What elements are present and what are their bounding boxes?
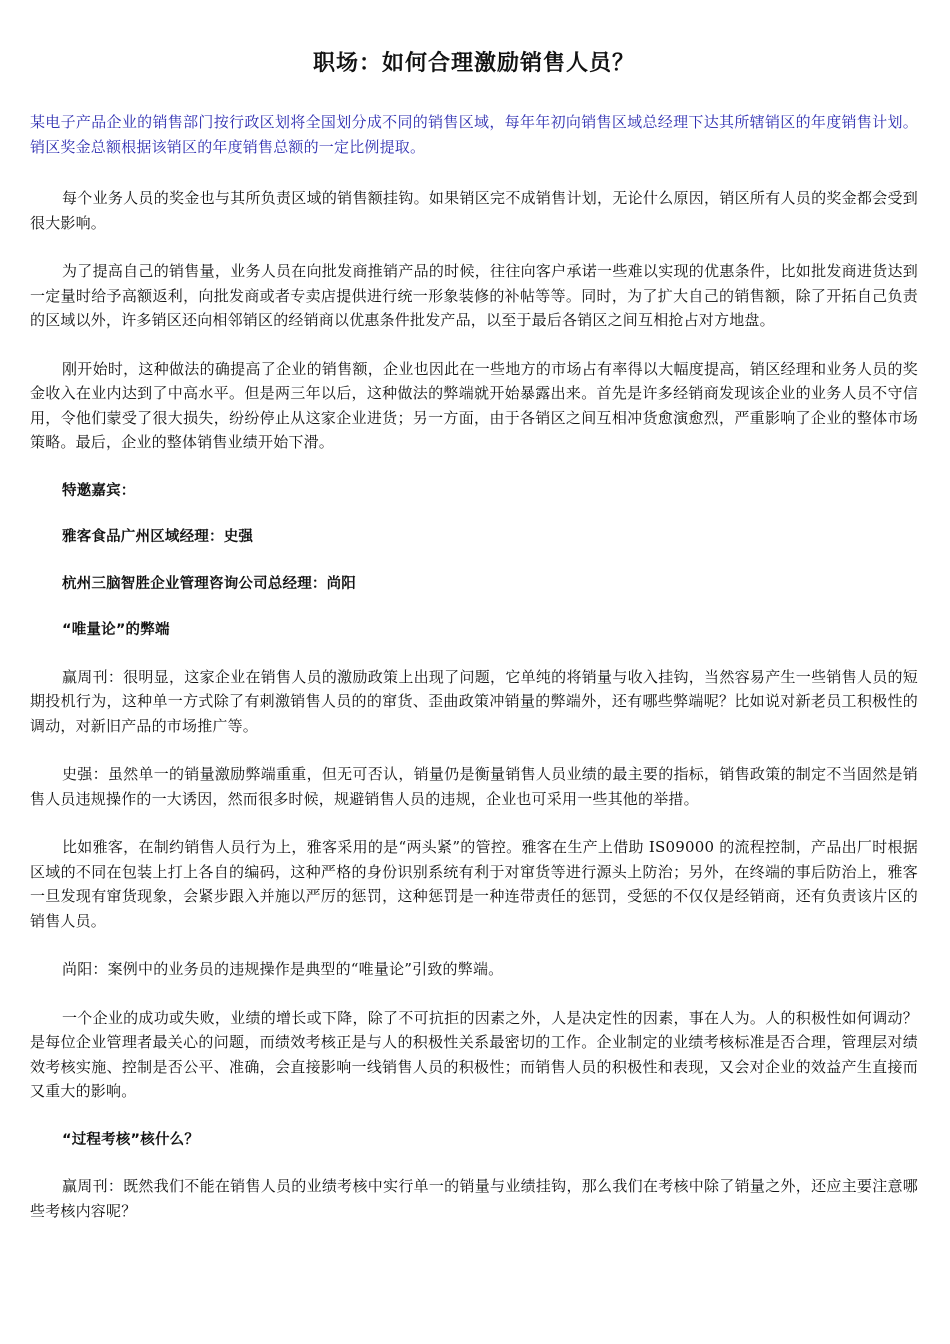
intro-paragraph: 某电子产品企业的销售部门按行政区划将全国划分成不同的销售区域，每年年初向销售区域总经理下达其所辖销区的年度销售计划。销区奖金总额根据该销区的年度销售总额的一定比例提取。 [30,113,918,156]
guest-1: 雅客食品广州区域经理：史强 [62,529,254,545]
paragraph-4: 赢周刊：很明显，这家企业在销售人员的激励政策上出现了问题，它单纯的将销量与收入挂钩，当然容易产生一些销售人员的短期投机行为，这种单一方式除了有刺激销售人员的的窜货、歪曲政策冲销量的弊端外，还有哪些弊端呢？比如说对新老员工积极性的调动，对新旧产品的市场推广等。 [30,667,918,735]
page-title: 职场：如何合理激励销售人员？ [312,51,635,76]
paragraph-1: 每个业务人员的奖金也与其所负责区域的销售额挂钩。如果销区完不成销售计划，无论什么原因，销区所有人员的奖金都会受到很大影响。 [30,189,918,232]
document-page [30,46,918,1247]
section-heading-2: “过程考核”核什么？ [62,1131,200,1148]
paragraph-6: 比如雅客，在制约销售人员行为上，雅客采用的是“两头紧”的管控。雅客在生产上借助 IS09000 的流程控制，产品出厂时根据区域的不同在包装上打上各自的编码，这种严格的身份识别系统有利于对窜货等进行源头上防治；另外，在终端的事后防治上，雅客一旦发现有窜货现象，会紧步跟入并施以严厉的惩罚，这种惩罚是一种连带责任的惩罚，受惩的不仅仅是经销商，还有负责该片区的销售人员。 [30,838,918,930]
guests-label: 特邀嘉宾： [62,482,136,499]
guest-2: 杭州三脑智胜企业管理咨询公司总经理：尚阳 [62,575,356,592]
paragraph-3: 刚开始时，这种做法的确提高了企业的销售额，企业也因此在一些地方的市场占有率得以大幅度提高，销区经理和业务人员的奖金收入在业内达到了中高水平。但是两三年以后，这种做法的弊端就开始暴露出来。首先是许多经销商发现该企业的业务人员不守信用，令他们蒙受了很大损失，纷纷停止从这家企业进货；另一方面，由于各销区之间互相冲货愈演愈烈，严重影响了企业的整体市场策略。最后，企业的整体销售业绩开始下滑。 [30,359,918,451]
paragraph-2: 为了提高自己的销售量，业务人员在向批发商推销产品的时候，往往向客户承诺一些难以实现的优惠条件，比如批发商进货达到一定量时给予高额返利，向批发商或者专卖店提供进行统一形象装修的补帖等等。同时，为了扩大自己的销售额，除了开拓自己负责的区域以外，许多销区还向相邻销区的经销商以优惠条件批发产品，以至于最后各销区之间互相抢占对方地盘。 [30,262,918,329]
paragraph-5: 史强：虽然单一的销量激励弊端重重，但无可否认，销量仍是衡量销售人员业绩的最主要的指标，销售政策的制定不当固然是销售人员违规操作的一大诱因，然而很多时候，规避销售人员的违规，企业也可采用一些其他的举措。 [30,765,918,808]
section-heading-1: “唯量论”的弊端 [62,622,170,638]
paragraph-7: 尚阳：案例中的业务员的违规操作是典型的“唯量论”引致的弊端。 [62,960,504,978]
paragraph-8: 一个企业的成功或失败，业绩的增长或下降，除了不可抗拒的因素之外，人是决定性的因素，事在人为。人的积极性如何调动？是每位企业管理者最关心的问题，而绩效考核正是与人的积极性关系最密切的工作。企业制定的业绩考核标准是否合理，管理层对绩效考核实施、控制是否公平、准确，会直接影响一线销售人员的积极性；而销售人员的积极性和表现，又会对企业的效益产生直接而又重大的影响。 [30,1008,918,1100]
paragraph-9: 赢周刊：既然我们不能在销售人员的业绩考核中实行单一的销量与业绩挂钩，那么我们在考核中除了销量之外，还应主要注意哪些考核内容呢？ [30,1177,918,1220]
